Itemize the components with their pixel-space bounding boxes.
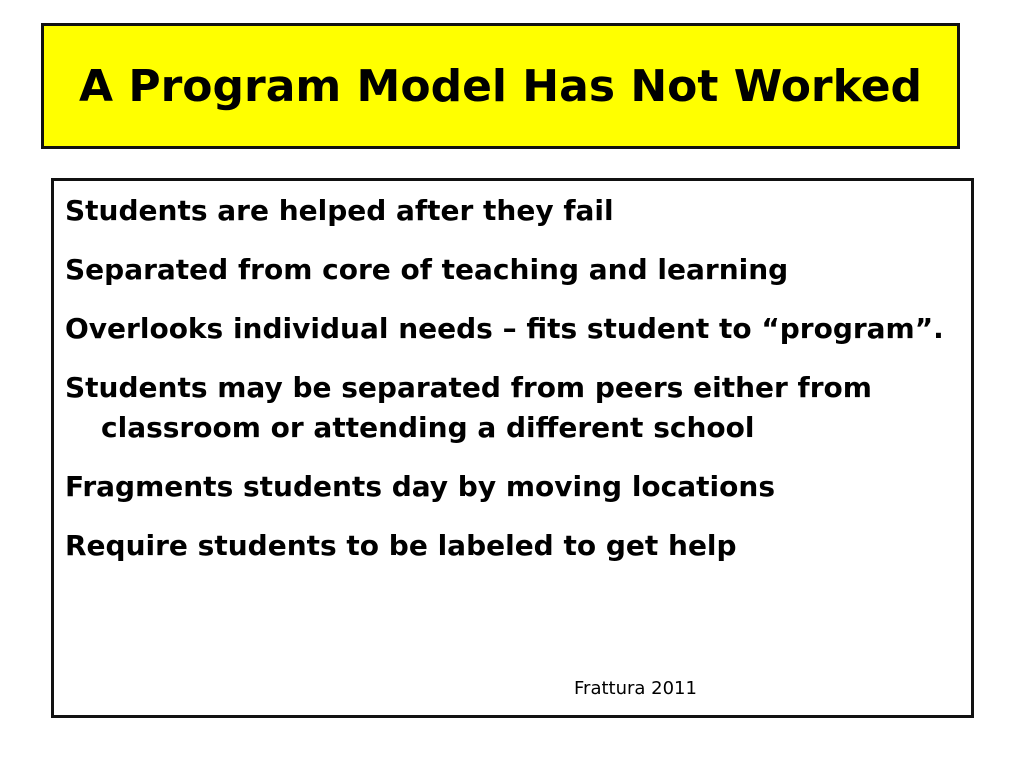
bullet-item: Require students to be labeled to get help xyxy=(65,529,737,562)
citation: Frattura 2011 xyxy=(574,678,697,699)
bullet-item: Fragments students day by moving locations xyxy=(65,470,775,503)
bullet-list xyxy=(65,191,965,585)
bullet-item: Separated from core of teaching and learning xyxy=(65,253,789,286)
bullet-item: Students may be separated from peers either from classroom or attending a different school xyxy=(65,371,872,444)
slide-title: A Program Model Has Not Worked xyxy=(78,60,923,112)
bullet-item: Students are helped after they fail xyxy=(65,194,614,227)
title-box xyxy=(41,23,960,149)
content-box xyxy=(51,178,974,718)
bullet-item: Overlooks individual needs – fits student to “program”. xyxy=(65,312,944,345)
